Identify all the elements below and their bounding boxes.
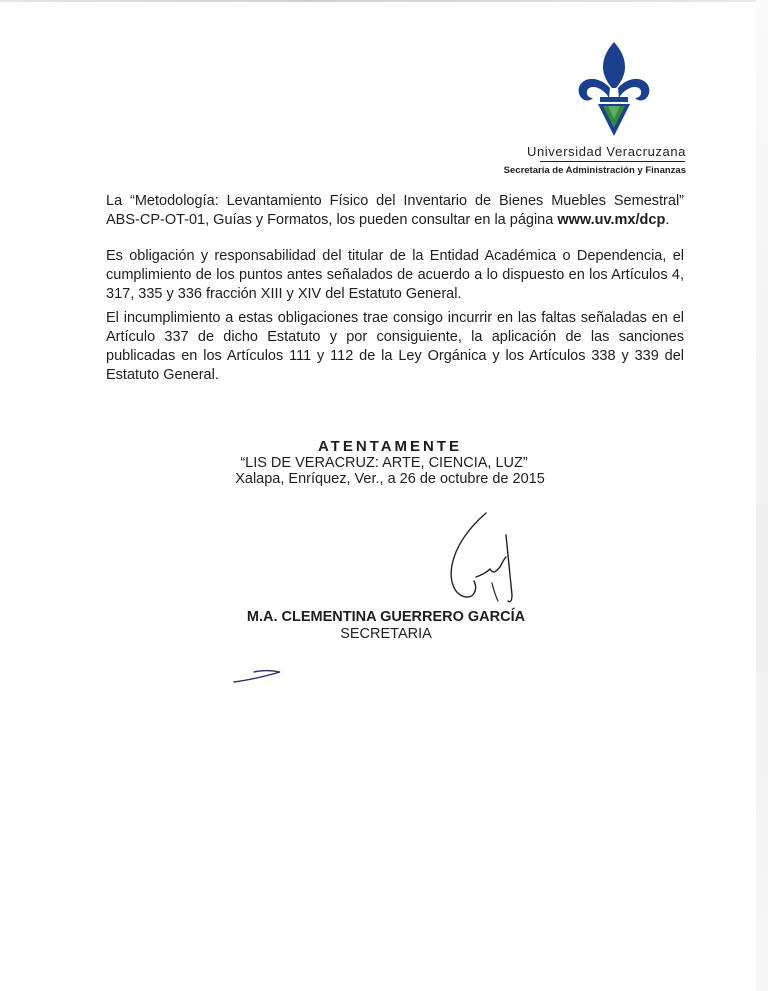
paragraph-methodology-end: .	[665, 212, 670, 228]
scan-edge-right	[756, 0, 768, 991]
signer-name: M.A. CLEMENTINA GUERRERO GARCÍA	[246, 609, 526, 625]
paragraph-obligation: Es obligación y responsabilidad del titular de la Entidad Académica o Dependencia, el cumplimiento de los puntos antes señalados de acuerdo a lo dispuesto en los Artículos 4, 317, 335 y 336 fracción XIII y XIV del Estatuto General.	[106, 248, 684, 302]
closing-salutation: ATENTAMENTE	[317, 438, 463, 455]
university-name: Universidad Veracruzana	[526, 144, 686, 159]
paragraph-methodology	[106, 192, 684, 230]
fleur-de-lis-v-icon	[576, 40, 652, 140]
header-divider	[540, 161, 685, 162]
institutional-motto: “LIS DE VERACRUZ: ARTE, CIENCIA, LUZ”	[240, 455, 528, 471]
dcp-website-link[interactable]: www.uv.mx/dcp	[557, 212, 666, 228]
handwritten-initial-mark	[230, 662, 290, 686]
signer-title: SECRETARIA	[340, 626, 432, 642]
handwritten-signature	[430, 505, 540, 615]
scan-edge-top	[0, 0, 768, 2]
paragraph-methodology-text: La “Metodología: Levantamiento Físico del Inventario de Bienes Muebles Semestral” ABS-CP-OT-01, Guías y Formatos, los pueden consultar en la página	[106, 193, 684, 228]
department-name: Secretaría de Administración y Finanzas	[503, 165, 686, 176]
paragraph-sanctions: El incumplimiento a estas obligaciones trae consigo incurrir en las faltas señaladas en el Artículo 337 de dicho Estatuto y por consiguiente, la aplicación de las sanciones publicadas en los Artículos 111 y 112 de la Ley Orgánica y los Artículos 338 y 339 del Estatuto General.	[106, 310, 684, 383]
place-and-date: Xalapa, Enríquez, Ver., a 26 de octubre de 2015	[235, 471, 545, 487]
